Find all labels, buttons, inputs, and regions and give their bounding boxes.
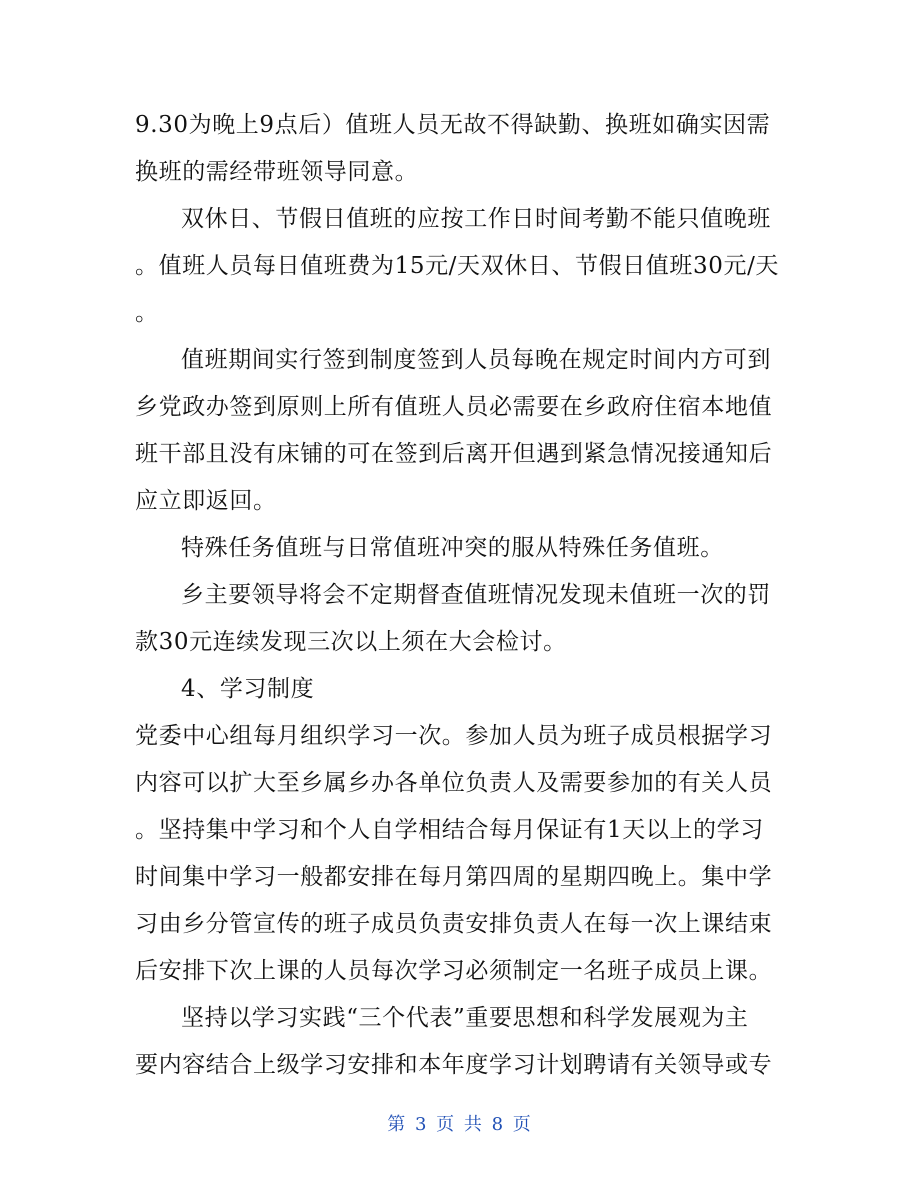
- section-heading: 4、学习制度: [181, 676, 315, 702]
- page-number-footer: 第 3 页 共 8 页: [387, 1114, 533, 1135]
- text-line: 党委中心组每月组织学习一次。参加人员为班子成员根据学习: [135, 723, 773, 749]
- text-line: 特殊任务值班与日常值班冲突的服从特殊任务值班。: [181, 535, 724, 561]
- document-body: [135, 102, 785, 1089]
- text-line: 。: [135, 300, 159, 326]
- text-line: 乡党政办签到原则上所有值班人员必需要在乡政府住宿本地值: [135, 394, 773, 420]
- text-line: 值班期间实行签到制度签到人员每晚在规定时间内方可到: [181, 347, 771, 373]
- text-line: 要内容结合上级学习安排和本年度学习计划聘请有关领导或专: [135, 1052, 773, 1078]
- text-line: 坚持以学习实践“三个代表”重要思想和科学发展观为主: [181, 1005, 749, 1031]
- text-line: 9.30为晚上9点后）值班人员无故不得缺勤、换班如确实因需: [135, 112, 771, 138]
- text-line: 双休日、节假日值班的应按工作日时间考勤不能只值晚班: [181, 206, 771, 232]
- text-line: 。坚持集中学习和个人自学相结合每月保证有1天以上的学习: [135, 817, 764, 843]
- text-line: 乡主要领导将会不定期督查值班情况发现未值班一次的罚: [181, 582, 771, 608]
- text-line: 习由乡分管宣传的班子成员负责安排负责人在每一次上课结束: [135, 911, 773, 937]
- text-line: 时间集中学习一般都安排在每月第四周的星期四晚上。集中学: [135, 864, 773, 890]
- text-line: 。值班人员每日值班费为15元/天双休日、节假日值班30元/天: [135, 253, 780, 279]
- text-line: 内容可以扩大至乡属乡办各单位负责人及需要参加的有关人员: [135, 770, 773, 796]
- text-line: 班干部且没有床铺的可在签到后离开但遇到紧急情况接通知后: [135, 441, 773, 467]
- text-line: 款30元连续发现三次以上须在大会检讨。: [135, 629, 567, 655]
- text-line: 应立即返回。: [135, 488, 277, 514]
- text-line: 换班的需经带班领导同意。: [135, 159, 419, 185]
- text-line: 后安排下次上课的人员每次学习必须制定一名班子成员上课。: [135, 958, 773, 984]
